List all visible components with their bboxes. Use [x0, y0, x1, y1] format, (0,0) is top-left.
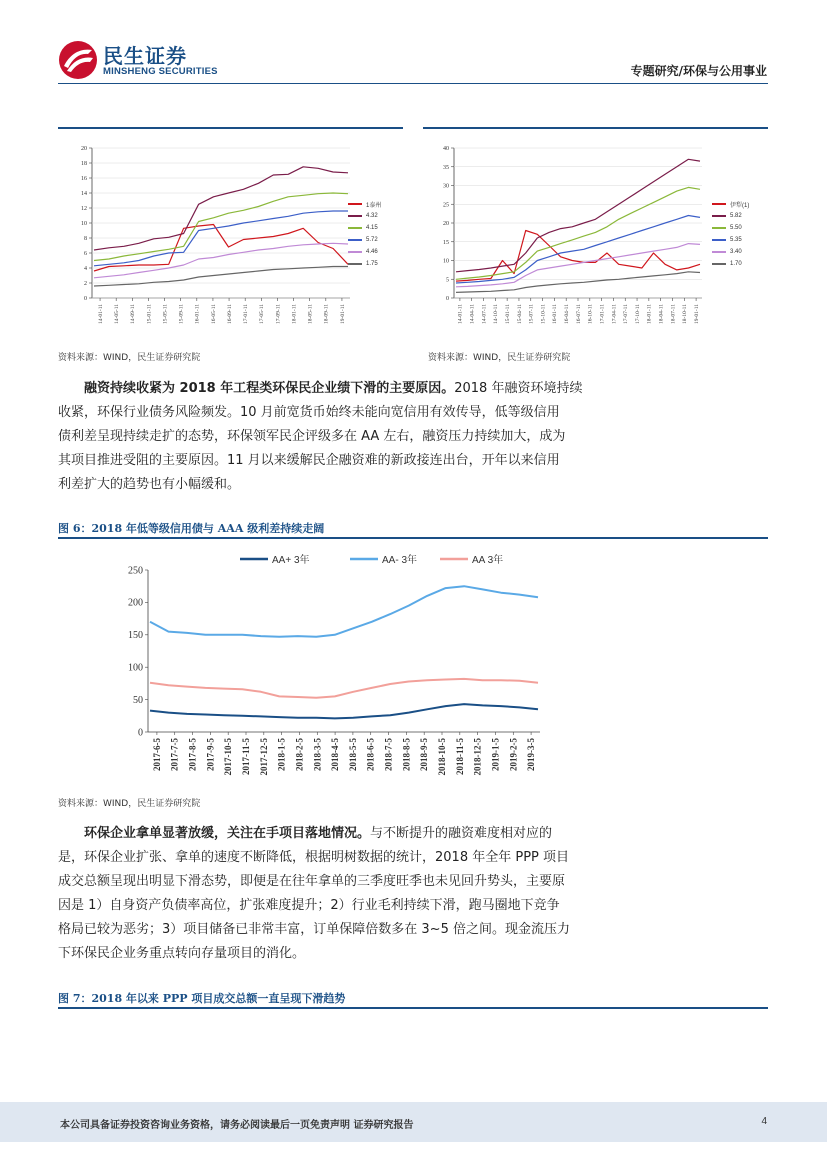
legend-item [712, 210, 762, 222]
legend-label: 5.35 [730, 237, 742, 243]
x-tick-label: 19-01-11 [339, 304, 346, 324]
paragraph-financing-line: 2018 年融资环境持续 [454, 381, 583, 396]
series-line [94, 167, 348, 250]
y-tick-label: 15 [443, 239, 449, 246]
legend-item [348, 246, 393, 258]
x-tick-label: 2017-10-5 [223, 738, 234, 776]
y-tick-label: 150 [128, 630, 143, 642]
series-line [94, 211, 348, 266]
x-tick-label: 2018-7-5 [383, 738, 394, 771]
x-tick-label: 18-01-11 [291, 304, 298, 324]
x-tick-label: 2018-4-5 [330, 738, 341, 771]
logo-english-name: MINSHENG SECURITIES [103, 66, 218, 77]
x-tick-label: 15-07-11 [528, 304, 535, 324]
x-tick-label: 2018-2-5 [294, 738, 305, 771]
x-tick-label: 2018-5-5 [347, 738, 358, 771]
x-tick-label: 2017-7-5 [169, 738, 180, 771]
x-tick-label: 14-04-11 [469, 304, 476, 324]
legend-swatch [348, 215, 362, 217]
legend-item [712, 258, 762, 270]
y-tick-label: 12 [81, 206, 87, 212]
legend-swatch [712, 203, 726, 205]
paragraph-financing-line: 其项目推进受阻的主要原因。11 月以来缓解民企融资难的新政接连出台，开年以来信用 [58, 453, 560, 468]
left-chart-legend [348, 198, 393, 270]
left-chart-top-rule [58, 127, 403, 129]
paragraph-orders-line: 是，环保企业扩张、拿单的速度不断降低，根据明树数据的统计，2018 年全年 PPP 项目 [58, 850, 569, 865]
series-line [456, 159, 700, 271]
x-tick-label: 16-09-11 [226, 304, 233, 324]
legend-label: 1泰州 [366, 202, 382, 209]
footer-disclaimer: 本公司具备证券投资咨询业务资格，请务必阅读最后一页免责声明 证券研究报告 [60, 1120, 414, 1131]
y-tick-label: 100 [128, 662, 143, 674]
right-chart-legend [712, 198, 762, 270]
legend-swatch [712, 263, 726, 265]
figure-6-source: 资料来源：WIND，民生证券研究院 [58, 799, 201, 809]
y-tick-label: 14 [81, 191, 87, 197]
paragraph-orders-line: 与不断提升的融资难度相对应的 [370, 826, 553, 841]
page-number: 4 [761, 1116, 767, 1127]
series-line [94, 225, 348, 272]
x-tick-label: 15-09-11 [178, 304, 185, 324]
x-tick-label: 17-10-11 [634, 304, 641, 324]
legend-label: 1.70 [730, 261, 742, 267]
x-tick-label: 14-05-11 [114, 304, 121, 324]
y-tick-label: 6 [84, 251, 87, 257]
series-line [150, 704, 538, 718]
left-spread-chart [80, 140, 360, 340]
x-tick-label: 2019-2-5 [508, 738, 519, 771]
legend-item [348, 222, 393, 234]
x-tick-label: 15-01-11 [504, 304, 511, 324]
legend-label: 3.40 [730, 249, 742, 255]
legend-item [348, 258, 393, 270]
y-tick-label: 40 [443, 146, 449, 152]
x-tick-label: 2017-11-5 [241, 738, 251, 775]
x-tick-label: 16-05-11 [210, 304, 217, 324]
paragraph-orders-line: 因是 1）自身资产负债率高位，扩张难度提升；2）行业毛利持续下滑，跑马圈地下竞争 [58, 898, 560, 913]
left-chart-source: 资料来源：WIND，民生证券研究院 [58, 353, 201, 363]
y-tick-label: 18 [81, 161, 87, 167]
y-tick-label: 25 [443, 202, 449, 209]
x-tick-label: 17-09-11 [275, 304, 282, 324]
y-tick-label: 5 [446, 277, 449, 284]
paragraph-orders-line: 成交总额呈现出明显下滑态势，即便是在往年拿单的三季度旺季也未见回升势头，主要原 [58, 874, 566, 889]
x-tick-label: 14-01-11 [457, 304, 464, 324]
x-tick-label: 15-01-11 [146, 304, 153, 324]
y-tick-label: 4 [84, 266, 87, 272]
x-tick-label: 15-10-11 [540, 304, 547, 324]
x-tick-label: 16-04-11 [564, 304, 571, 324]
legend-label: AA 3年 [472, 555, 504, 566]
y-tick-label: 8 [84, 236, 87, 242]
x-tick-label: 16-10-11 [587, 304, 594, 324]
paragraph-financing-line: 收紧，环保行业债务风险频发。10 月前宽货币始终未能向宽信用有效传导，低等级信用 [58, 405, 560, 420]
legend-label: 1.75 [366, 261, 378, 267]
x-tick-label: 2018-8-5 [401, 738, 412, 771]
legend-swatch [348, 203, 362, 205]
y-tick-label: 35 [443, 164, 449, 171]
legend-label: AA- 3年 [382, 555, 418, 566]
paragraph-orders [58, 822, 768, 846]
x-tick-label: 15-04-11 [516, 304, 523, 324]
legend-swatch [348, 251, 362, 253]
x-tick-label: 15-05-11 [162, 304, 169, 324]
x-tick-label: 17-01-11 [243, 304, 250, 324]
x-tick-label: 2019-1-5 [490, 738, 501, 771]
legend-label: AA+ 3年 [272, 555, 310, 566]
legend-swatch [348, 263, 362, 265]
paragraph-financing [58, 377, 768, 401]
y-tick-label: 20 [81, 146, 87, 152]
legend-item [712, 234, 762, 246]
y-tick-label: 20 [443, 221, 449, 227]
x-tick-label: 2018-12-5 [472, 738, 483, 776]
paragraph-orders-line: 格局已较为恶劣；3）项目储备已非常丰富，订单保障倍数多在 3~5 倍之间。现金流压力 [58, 922, 570, 937]
y-tick-label: 30 [443, 183, 449, 190]
y-tick-label: 250 [128, 565, 143, 577]
figure-6-title: 图 6：2018 年低等级信用债与 AAA 级利差持续走阔 [58, 522, 325, 535]
x-tick-label: 17-01-11 [599, 304, 606, 324]
legend-item [712, 198, 762, 210]
right-spread-chart [440, 140, 710, 340]
legend-label: 5.82 [730, 213, 742, 219]
x-tick-label: 2019-3-5 [526, 738, 537, 771]
y-tick-label: 10 [443, 258, 449, 265]
y-tick-label: 200 [128, 597, 143, 609]
header-divider [58, 83, 768, 84]
figure-7-rule [58, 1007, 768, 1009]
series-line [94, 243, 348, 277]
x-tick-label: 2017-9-5 [205, 738, 216, 771]
x-tick-label: 2018-3-5 [312, 738, 323, 771]
paragraph-financing-line: 债利差呈现持续走扩的态势，环保领军民企评级多在 AA 左右，融资压力持续加大，成为 [58, 429, 566, 444]
x-tick-label: 2018-1-5 [276, 738, 287, 771]
legend-item [348, 210, 393, 222]
paragraph-orders-line: 下环保民企业务重点转向存量项目的消化。 [58, 946, 306, 961]
figure-7-title: 图 7：2018 年以来 PPP 项目成交总额一直呈现下滑趋势 [58, 992, 346, 1005]
legend-item [712, 222, 762, 234]
x-tick-label: 16-01-11 [194, 304, 201, 324]
x-tick-label: 2018-10-5 [437, 738, 447, 776]
y-tick-label: 10 [81, 221, 87, 227]
y-tick-label: 50 [133, 694, 143, 706]
legend-item [712, 246, 762, 258]
x-tick-label: 18-04-11 [658, 304, 665, 324]
figure-6-rule [58, 537, 768, 539]
x-tick-label: 18-09-11 [323, 304, 330, 324]
legend-label: 伊犁(1) [730, 202, 750, 209]
x-tick-label: 18-01-11 [646, 304, 653, 324]
series-line [150, 586, 538, 637]
x-tick-label: 17-05-11 [259, 304, 266, 324]
legend-label: 5.72 [366, 237, 378, 243]
x-tick-label: 14-01-11 [97, 304, 104, 324]
x-tick-label: 14-07-11 [481, 304, 488, 324]
x-tick-label: 14-09-11 [130, 304, 137, 324]
logo-chinese-name: 民生证券 [103, 44, 187, 68]
x-tick-label: 2018-6-5 [365, 738, 376, 771]
x-tick-label: 2017-8-5 [187, 738, 198, 771]
legend-label: 4.15 [366, 225, 378, 231]
legend-swatch [712, 239, 726, 241]
x-tick-label: 19-01-11 [693, 304, 700, 324]
legend-label: 4.32 [366, 213, 378, 219]
y-tick-label: 0 [138, 727, 143, 739]
y-tick-label: 0 [446, 296, 449, 302]
x-tick-label: 2018-11-5 [454, 738, 465, 775]
legend-item [348, 198, 393, 210]
legend-swatch [712, 215, 726, 217]
x-tick-label: 2018-9-5 [419, 738, 430, 771]
y-tick-label: 0 [84, 296, 87, 302]
minsheng-logo-icon [58, 40, 98, 80]
right-chart-source: 资料来源：WIND，民生证券研究院 [428, 353, 571, 363]
x-tick-label: 17-07-11 [623, 304, 630, 324]
x-tick-label: 14-10-11 [493, 304, 500, 324]
paragraph-financing-lead: 融资持续收紧为 2018 年工程类环保民企业绩下滑的主要原因。 [84, 381, 455, 396]
right-chart-top-rule [423, 127, 768, 129]
x-tick-label: 18-07-11 [670, 304, 677, 324]
figure-6-spread-chart [100, 548, 570, 786]
x-tick-label: 16-01-11 [552, 304, 559, 324]
series-line [456, 187, 700, 279]
x-tick-label: 2017-6-5 [151, 738, 162, 771]
y-tick-label: 16 [81, 176, 87, 182]
x-tick-label: 18-10-11 [682, 304, 689, 324]
series-line [150, 679, 538, 698]
legend-label: 4.46 [366, 249, 378, 255]
legend-item [348, 234, 393, 246]
x-tick-label: 16-07-11 [575, 304, 582, 324]
paragraph-orders-lead: 环保企业拿单显著放缓，关注在手项目落地情况。 [84, 826, 371, 841]
x-tick-label: 17-04-11 [611, 304, 618, 324]
legend-swatch [712, 227, 726, 229]
x-tick-label: 2017-12-5 [258, 738, 269, 776]
legend-swatch [348, 239, 362, 241]
x-tick-label: 18-05-11 [307, 304, 314, 324]
y-tick-label: 2 [84, 281, 87, 287]
legend-swatch [712, 251, 726, 253]
paragraph-financing-line: 利差扩大的趋势也有小幅缓和。 [58, 477, 241, 492]
legend-swatch [348, 227, 362, 229]
report-section-title: 专题研究/环保与公用事业 [630, 64, 767, 78]
legend-label: 5.50 [730, 225, 742, 231]
